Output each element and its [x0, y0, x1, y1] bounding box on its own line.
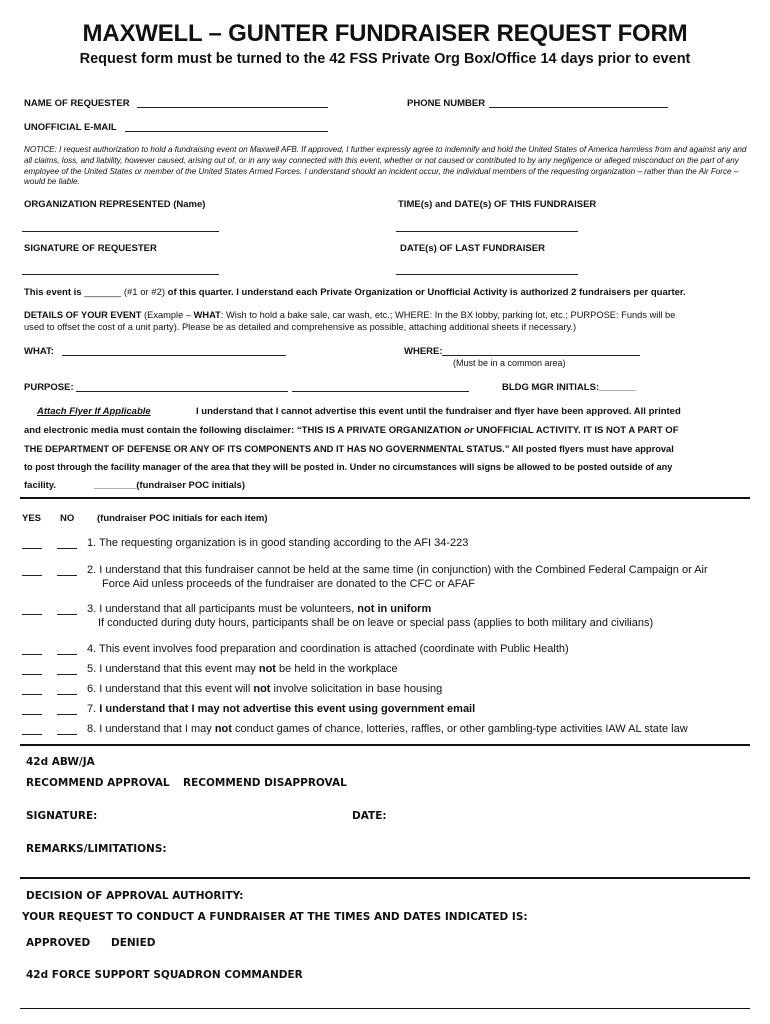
no-initials-field[interactable]: [57, 674, 77, 675]
yes-initials-field[interactable]: [22, 614, 42, 615]
checklist-item-text: I understand that all participants must be volunteers,: [99, 603, 355, 615]
denied-option[interactable]: DENIED: [111, 937, 156, 949]
checklist-item-text: be held in the workplace: [279, 663, 398, 675]
recommend-approval[interactable]: RECOMMEND APPROVAL: [26, 777, 170, 789]
checklist-item-text: I understand that I may not advertise this event using government email: [99, 703, 476, 715]
yes-initials-field[interactable]: [22, 734, 42, 735]
checklist-item-text: I understand that this event will: [99, 683, 251, 695]
checklist-item: [87, 564, 708, 576]
no-initials-field[interactable]: [57, 734, 77, 735]
flyer-line-4: to post through the facility manager of the area that they will be posted in. Under no circumstances will signs be allowed to be posted outside of any: [24, 462, 673, 472]
last-fundraiser-label: DATE(s) OF LAST FUNDRAISER: [400, 243, 545, 254]
checklist-item-text: I understand that this event may: [99, 663, 256, 675]
details-line-1: [24, 310, 675, 320]
no-initials-field[interactable]: [57, 614, 77, 615]
checklist-item-text: The requesting organization is in good standing according to the AFI 34-223: [99, 537, 469, 549]
decision-label: DECISION OF APPROVAL AUTHORITY:: [26, 890, 244, 902]
remarks-label: REMARKS/LIMITATIONS:: [26, 843, 167, 855]
checklist-item: [87, 723, 688, 735]
poc-initials-field[interactable]: ________(fundraiser POC initials): [94, 480, 246, 491]
notice-text: NOTICE: I request authorization to hold a fundraising event on Maxwell AFB. If approved, I further expressly agree to indemnify and hold the United States of America harmless from and against any and all claims, loss, and liability, however caused, arising out of, or in any way connected with this event, whether or not caused or contributed to by any negligence or alleged misconduct on the part of any employee of the United States or member of the United States Armed Forces. I understand should an incident occur, the individual members of the requesting organization – rather than the Air Force – would be liable.: [24, 145, 747, 187]
checklist-item-text: 3.: [87, 603, 97, 615]
signature-label: SIGNATURE OF REQUESTER: [24, 243, 157, 254]
yes-initials-field[interactable]: [22, 694, 42, 695]
checklist-item-text: 4.: [87, 643, 97, 655]
yes-initials-field[interactable]: [22, 575, 42, 576]
details-line-2: used to offset the cost of a unit party). Please be as detailed and comprehensive as possible, attaching additional sheets if necessary.): [24, 322, 577, 332]
purpose-field-cont[interactable]: [292, 391, 469, 392]
approval-divider: [20, 744, 750, 746]
what-label: WHAT:: [24, 346, 54, 357]
name-of-requester-label: NAME OF REQUESTER: [24, 98, 130, 109]
unofficial-email-label: UNOFFICIAL E-MAIL: [24, 122, 117, 133]
checklist-item-text: 5.: [87, 663, 97, 675]
phone-number-field[interactable]: [489, 107, 668, 108]
details-label: DETAILS OF YOUR EVENT: [24, 310, 142, 320]
checklist-header: (fundraiser POC initials for each item): [97, 513, 268, 524]
no-initials-field[interactable]: [57, 575, 77, 576]
yes-initials-field[interactable]: [22, 674, 42, 675]
no-column-header: NO: [60, 513, 75, 524]
yes-initials-field[interactable]: [22, 714, 42, 715]
checklist-item-text: not in uniform: [357, 603, 432, 615]
flyer-line-2: and electronic media must contain the following disclaimer: “THIS IS A PRIVATE ORGANIZATION or UNOFFICIAL ACTIVITY. IT IS NOT A PART OF: [24, 425, 679, 436]
checklist-item-text: 8.: [87, 723, 97, 735]
checklist-item-text: 6.: [87, 683, 97, 695]
times-dates-field[interactable]: [396, 231, 578, 232]
no-initials-field[interactable]: [57, 694, 77, 695]
checklist-item: [87, 603, 431, 615]
times-dates-label: TIME(s) and DATE(s) OF THIS FUNDRAISER: [398, 199, 597, 210]
bottom-divider: [20, 1008, 750, 1009]
unofficial-email-field[interactable]: [125, 131, 328, 132]
attach-flyer-label: Attach Flyer If Applicable: [37, 406, 151, 417]
quarter-suffix: of this quarter. I understand each Private Organization or Unofficial Activity is authorized 2 fundraisers per quarter.: [167, 287, 686, 298]
checklist-item-text: not: [253, 683, 271, 695]
checklist-item: [87, 643, 569, 655]
office-label: 42d ABW/JA: [26, 756, 95, 768]
organization-label: ORGANIZATION REPRESENTED (Name): [24, 199, 206, 210]
checklist-item-text: conduct games of chance, lotteries, raffles, or other gambling-type activities IAW AL state law: [235, 723, 688, 735]
flyer-line-5a: facility.: [24, 480, 57, 491]
yes-initials-field[interactable]: [22, 654, 42, 655]
form-subtitle: Request form must be turned to the 42 FSS Private Org Box/Office 14 days prior to event: [79, 51, 691, 67]
checklist-item-text: not: [214, 723, 232, 735]
quarter-blank[interactable]: _______: [84, 287, 122, 298]
no-initials-field[interactable]: [57, 654, 77, 655]
no-initials-field[interactable]: [57, 548, 77, 549]
quarter-prefix: This event is: [24, 287, 82, 298]
recommend-disapproval[interactable]: RECOMMEND DISAPPROVAL: [183, 777, 347, 789]
organization-field[interactable]: [22, 231, 219, 232]
commander-label: 42d FORCE SUPPORT SQUADRON COMMANDER: [26, 969, 303, 981]
quarter-statement: [24, 287, 686, 298]
approved-option[interactable]: APPROVED: [26, 937, 91, 949]
checklist-item-text: 2.: [87, 564, 97, 576]
details-example-rest: : Wish to hold a bake sale, car wash, etc.; WHERE: In the BX lobby, parking lot, etc.; PURPOSE: Funds will be: [220, 310, 676, 320]
what-field[interactable]: [62, 355, 286, 356]
approval-signature-label: SIGNATURE:: [26, 810, 98, 822]
request-status-line: YOUR REQUEST TO CONDUCT A FUNDRAISER AT THE TIMES AND DATES INDICATED IS:: [22, 911, 528, 923]
checklist-item-text: I understand that I may: [99, 723, 212, 735]
section-divider: [20, 497, 750, 499]
no-initials-field[interactable]: [57, 714, 77, 715]
purpose-label: PURPOSE:: [24, 382, 74, 393]
bldg-mgr-initials[interactable]: BLDG MGR INITIALS:_______: [502, 382, 637, 393]
checklist-item-text: involve solicitation in base housing: [273, 683, 443, 695]
purpose-field[interactable]: [76, 391, 288, 392]
checklist-item: [87, 683, 442, 695]
checklist-item-text: 1.: [87, 537, 97, 549]
checklist-item: [87, 537, 468, 549]
decision-divider: [20, 877, 750, 879]
yes-initials-field[interactable]: [22, 548, 42, 549]
last-fundraiser-field[interactable]: [396, 274, 578, 275]
details-example-open: (Example –: [144, 310, 192, 320]
checklist-item-text: I understand that this fundraiser cannot be held at the same time (in conjunction) with the Combined Federal Campaign or Air: [99, 564, 708, 576]
checklist-item-text: This event involves food preparation and coordination is attached (coordinate with Public Health): [99, 643, 569, 655]
checklist-item-text: not: [258, 663, 276, 675]
details-what-word: WHAT: [193, 310, 221, 320]
quarter-hint: (#1 or #2): [123, 287, 166, 298]
yes-column-header: YES: [22, 513, 42, 524]
name-of-requester-field[interactable]: [137, 107, 328, 108]
checklist-item: [87, 703, 475, 715]
checklist-item-text: 7.: [87, 703, 97, 715]
where-note: (Must be in a common area): [453, 358, 566, 368]
signature-field[interactable]: [22, 274, 219, 275]
checklist-item: [87, 663, 398, 675]
flyer-line-1: I understand that I cannot advertise this event until the fundraiser and flyer have been approved. All printed: [196, 406, 681, 417]
form-title: MAXWELL – GUNTER FUNDRAISER REQUEST FORM: [82, 20, 688, 47]
phone-number-label: PHONE NUMBER: [407, 98, 486, 109]
item-2-continued: Force Aid unless proceeds of the fundraiser are donated to the CFC or AFAF: [102, 578, 475, 590]
flyer-line-3: THE DEPARTMENT OF DEFENSE OR ANY OF ITS COMPONENTS AND IT HAS NO GOVERNMENTAL STATUS.” All posted flyers must have approval: [24, 444, 674, 454]
item-3-continued: If conducted during duty hours, participants shall be on leave or special pass (applies to both military and civilians): [98, 617, 654, 629]
where-label: WHERE:: [404, 346, 443, 357]
where-field[interactable]: [442, 355, 640, 356]
approval-date-label: DATE:: [352, 810, 387, 822]
